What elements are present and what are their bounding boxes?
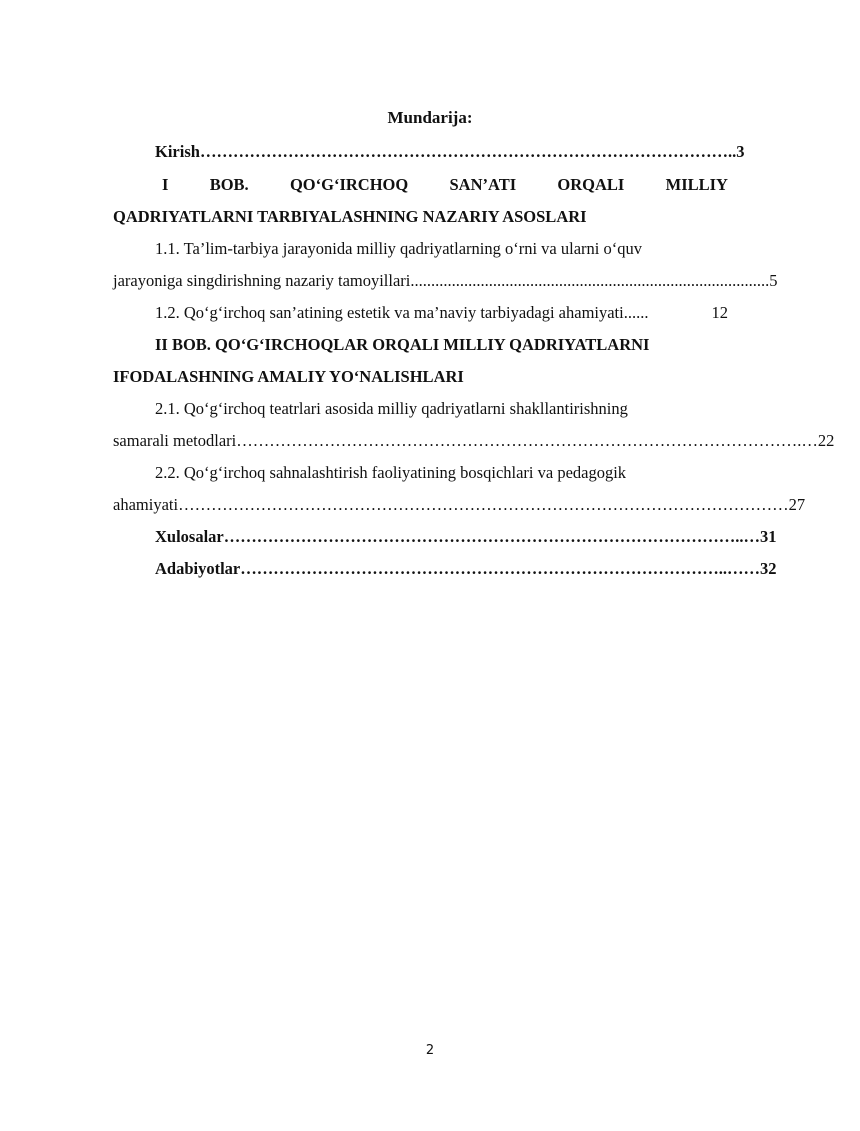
toc-leader-dots: …………………………………………………………………………… — [240, 559, 719, 578]
page-number: 2 — [425, 1043, 435, 1058]
toc-entry-adabiyotlar — [155, 558, 777, 580]
toc-leader-dots: ....................................................................................... — [410, 271, 770, 290]
toc-section-2-2-line1: 2.2. Qo‘g‘irchoq sahnalashtirish faoliyatining bosqichlari va pedagogik — [155, 463, 627, 482]
toc-entry-label: Xulosalar — [155, 527, 224, 546]
toc-section-1-1-line1: 1.1. Ta’lim-tarbiya jarayonida milliy qadriyatlarning o‘rni va ularni o‘quv — [155, 239, 642, 258]
chapter-word: ORQALI — [557, 175, 625, 194]
toc-leader-dots: ...... — [623, 303, 649, 322]
chapter-word: MILLIY — [665, 175, 728, 194]
toc-page-number: ..…31 — [735, 527, 777, 546]
toc-page-number: 27 — [788, 495, 806, 514]
toc-section-1-1-line2 — [113, 270, 778, 292]
toc-chapter-1-line2: QADRIYATLARNI TARBIYALASHNING NAZARIY ASOSLARI — [113, 207, 587, 226]
toc-page-number: .…22 — [797, 431, 835, 450]
toc-section-2-1-line1: 2.1. Qo‘g‘irchoq teatrlari asosida milliy qadriyatlarni shakllantirishning — [155, 399, 628, 418]
toc-entry-xulosalar — [155, 526, 777, 548]
toc-leader-dots: …………………………………………………………………………………… — [199, 142, 728, 161]
chapter-word: SAN’ATI — [449, 175, 517, 194]
toc-title: Mundarija: — [387, 108, 473, 127]
chapter-word: I — [162, 175, 169, 194]
toc-page-number: 12 — [711, 303, 728, 322]
toc-page-number: ..3 — [727, 142, 745, 161]
toc-entry-kirish — [155, 141, 745, 163]
chapter-word: QO‘G‘IRCHOQ — [289, 175, 409, 194]
toc-section-2-2-line2 — [113, 494, 806, 516]
toc-entry-label: jarayoniga singdirishning nazariy tamoyillari — [113, 271, 411, 290]
toc-chapter-1-line1 — [162, 174, 728, 196]
toc-page-number: 5 — [769, 271, 778, 290]
toc-chapter-2-line1: II BOB. QO‘G‘IRCHOQLAR ORQALI MILLIY QADRIYATLARNI — [155, 335, 650, 354]
toc-leader-dots: ………………………………………………………………………………………… — [236, 431, 798, 450]
toc-entry-label: Kirish — [155, 142, 200, 161]
toc-section-2-1-line2 — [113, 430, 835, 452]
toc-entry-label: 1.2. Qo‘g‘irchoq san’atining estetik va ma’naviy tarbiyadagi ahamiyati — [155, 303, 624, 322]
toc-entry-label: Adabiyotlar — [155, 559, 241, 578]
toc-leader-dots: ………………………………………………………………………………… — [223, 527, 736, 546]
toc-page-number: ..……32 — [718, 559, 777, 578]
toc-leader-dots: ………………………………………………………………………………………………… — [178, 495, 789, 514]
toc-chapter-2-line2: IFODALASHNING AMALIY YO‘NALISHLARI — [113, 367, 464, 386]
chapter-word: BOB. — [209, 175, 249, 194]
toc-section-1-2 — [155, 302, 728, 324]
toc-entry-label: samarali metodlari — [113, 431, 237, 450]
toc-entry-label: ahamiyati — [113, 495, 179, 514]
